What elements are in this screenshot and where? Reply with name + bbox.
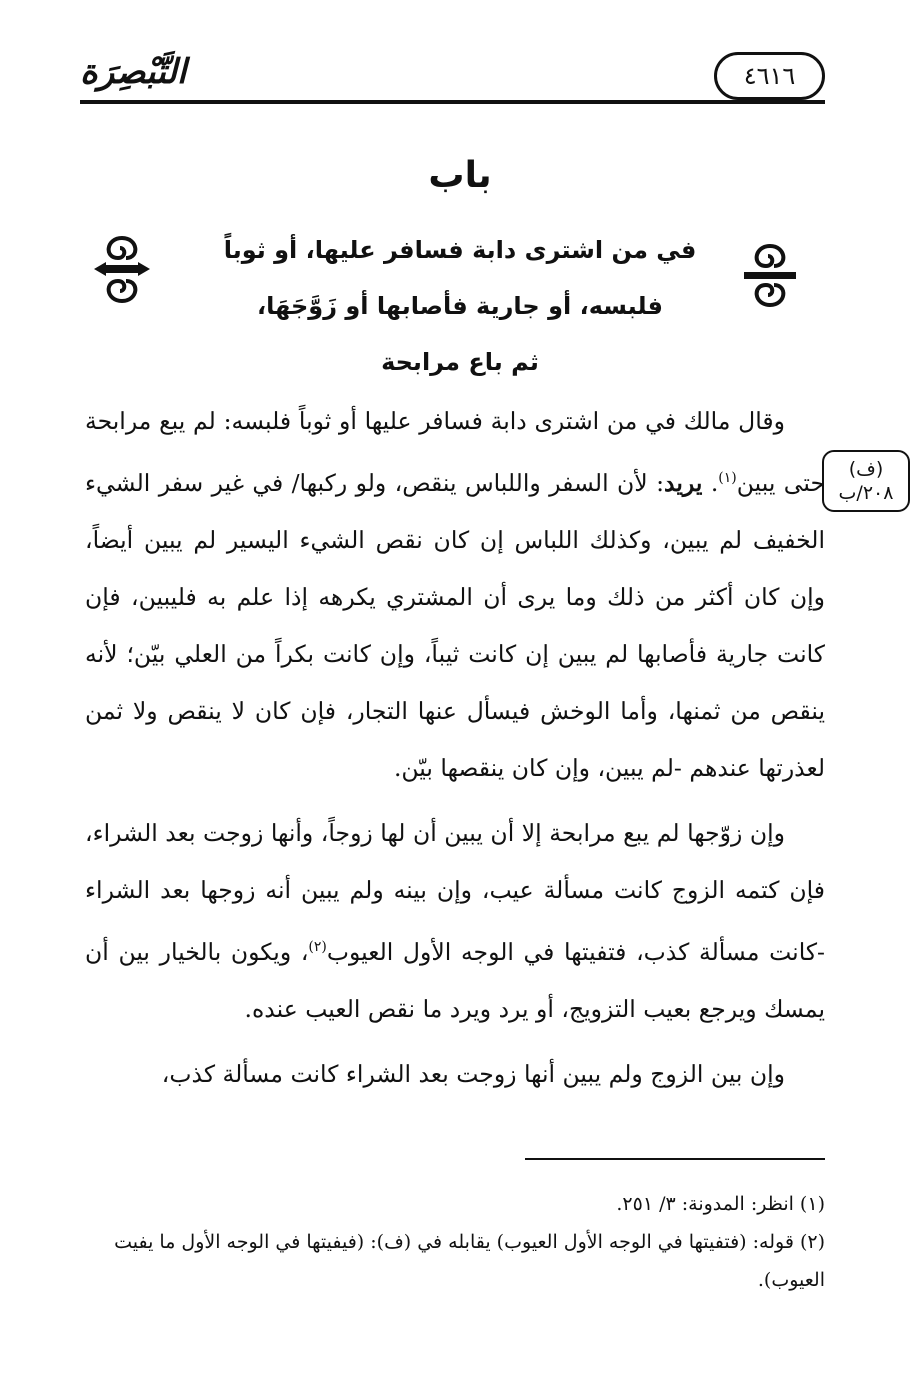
page-header bbox=[80, 50, 825, 110]
paragraph-text: وإن بين الزوج ولم يبين أنها زوجت بعد الشراء كانت مسألة كذب، bbox=[161, 1059, 785, 1088]
book-title: التَّبْصِرَة bbox=[80, 52, 187, 92]
paragraph bbox=[85, 393, 825, 797]
paragraph bbox=[85, 805, 825, 1038]
body-text bbox=[85, 393, 825, 1103]
paragraph bbox=[85, 1046, 825, 1103]
left-ornament-icon bbox=[92, 232, 152, 307]
chapter-title-line: فلبسه، أو جارية فأصابها أو زَوَّجَهَا، bbox=[257, 292, 663, 320]
footnote-ref: (٢) bbox=[308, 938, 327, 955]
paragraph-text: ، ويكون بالخيار بين أن يمسك ويرجع بعيب التزويج، أو يرد ويرد ما نقص العيب عنده. bbox=[85, 937, 825, 1023]
paragraph-text: وإن زوّجها لم يبع مرابحة إلا أن يبين أن لها زوجاً، وأنها زوجت بعد الشراء، فإن كتمه الزوج كانت مسألة عيب، وإن بينه ولم يبين أنه زوجها بعد الشراء -كانت مسألة كذب، فتفيتها في الوجه الأول العيوب bbox=[85, 818, 825, 966]
right-ornament-icon bbox=[740, 238, 800, 313]
manuscript-margin-note bbox=[822, 450, 910, 512]
chapter-word: باب bbox=[428, 155, 492, 196]
paragraph-text: : لأن السفر واللباس ينقص، ولو ركبها/ في غير سفر الشيء الخفيف لم يبين، وكذلك اللباس إن كان نقص الشيء اليسير لم يبين أيضاً، وإن كان أكثر من ذلك وما يرى أن المشتري يكرهه إذا علم به فليبين، فإن كانت جارية فأصابها لم يبين إن كانت ثيباً، وإن كانت بكراً من العلي بيّن؛ لأنه ينقص من ثمنها، وأما الوخش فيسأل عنها التجار، فإن كان لا ينقص ولا ثمن لعذرتها عندهم -لم يبين، وإن كان ينقصها بيّن. bbox=[85, 468, 825, 782]
chapter-title-line: في من اشترى دابة فسافر عليها، أو ثوباً bbox=[223, 236, 697, 264]
margin-note-folio: ٢٠٨/ب bbox=[838, 482, 894, 504]
footnotes bbox=[85, 1185, 825, 1299]
page-number: ٤٦١٦ bbox=[714, 52, 825, 100]
emphasis-text: يريد bbox=[664, 468, 703, 497]
chapter-title-line: ثم باع مرابحة bbox=[381, 348, 539, 376]
footnote: (١) انظر: المدونة: ٣/ ٢٥١. bbox=[616, 1193, 825, 1215]
footnote-divider bbox=[525, 1158, 825, 1160]
header-rule bbox=[80, 100, 825, 104]
footnote-ref: (١) bbox=[718, 470, 737, 486]
chapter-title bbox=[190, 222, 730, 390]
paragraph-text: . bbox=[702, 468, 719, 497]
footnote: (٢) قوله: (فتفيتها في الوجه الأول العيوب) يقابله في (ف): (فيفيتها في الوجه الأول ما يفيت العيوب). bbox=[114, 1231, 825, 1291]
paragraph-text: وقال مالك في من اشترى دابة فسافر عليها أو ثوباً فلبسه: لم يبع مرابحة حتى يبين bbox=[85, 407, 825, 497]
margin-note-source: (ف) bbox=[848, 458, 884, 480]
